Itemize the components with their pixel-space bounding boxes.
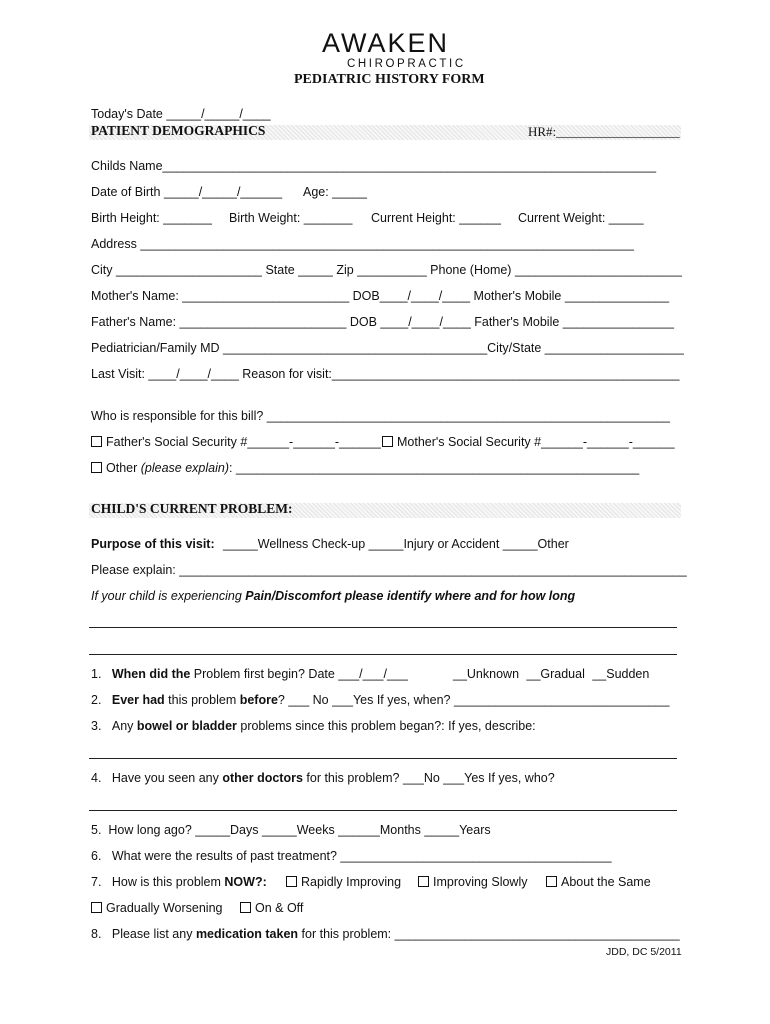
- todays-date-field[interactable]: Today's Date _____/_____/____: [91, 107, 271, 121]
- q7-number: 7.: [91, 875, 102, 889]
- q5-number: 5.: [91, 823, 102, 837]
- other-note: (please explain): [140, 461, 229, 475]
- q7-bold: NOW?:: [224, 875, 267, 889]
- mother-ss-label: Mother's Social Security #______-______-______: [397, 435, 675, 449]
- answer-line[interactable]: [89, 758, 677, 759]
- father-ss-option[interactable]: [91, 435, 381, 449]
- q7-pre: How is this problem: [111, 875, 225, 889]
- q7-option-label: On & Off: [255, 901, 304, 915]
- demographics-heading: PATIENT DEMOGRAPHICS: [91, 123, 266, 138]
- other-label: Other: [106, 461, 141, 475]
- q7-option-improving-slowly[interactable]: [418, 875, 527, 889]
- age-field[interactable]: Age: _____: [303, 185, 367, 199]
- please-explain-field[interactable]: Please explain: _________________________________________________________________________: [91, 563, 687, 577]
- q7-option-about-same[interactable]: [546, 875, 651, 889]
- purpose-options[interactable]: _____Wellness Check-up _____Injury or Accident _____Other: [223, 537, 569, 551]
- pain-bold: Pain/Discomfort please identify where and for how long: [245, 589, 576, 603]
- purpose-label: Purpose of this visit:: [91, 537, 215, 551]
- childs-name-field[interactable]: Childs Name_______________________________________________________________________: [91, 159, 657, 173]
- address-field[interactable]: Address _______________________________________________________________________: [91, 237, 634, 251]
- birth-weight-field[interactable]: Birth Weight: _______: [229, 211, 353, 225]
- purpose-row[interactable]: [91, 537, 215, 551]
- q2-bold2: before: [239, 693, 278, 707]
- q6-text: What were the results of past treatment? _______________________________________: [111, 849, 612, 863]
- q2-text: ? ___ No ___Yes If yes, when? _______________________________: [277, 693, 670, 707]
- question-2[interactable]: [91, 693, 669, 707]
- checkbox-icon[interactable]: [91, 902, 102, 913]
- answer-line[interactable]: [89, 810, 677, 811]
- hr-number-field[interactable]: HR#:___________________: [528, 124, 680, 139]
- birth-height-field[interactable]: Birth Height: _______: [91, 211, 212, 225]
- q8-pre: Please list any: [111, 927, 196, 941]
- q7-option-label: Rapidly Improving: [301, 875, 402, 889]
- father-info-field[interactable]: Father's Name: ________________________ DOB ____/____/____ Father's Mobile ________________: [91, 315, 675, 329]
- checkbox-icon[interactable]: [240, 902, 251, 913]
- father-ss-label: Father's Social Security #______-______-______: [106, 435, 381, 449]
- q1-number: 1.: [91, 667, 102, 681]
- last-visit-field[interactable]: Last Visit: ____/____/____ Reason for visit:__________________________________________________: [91, 367, 680, 381]
- pediatrician-field[interactable]: Pediatrician/Family MD ______________________________________City/State ____________________: [91, 341, 684, 355]
- q4-number: 4.: [91, 771, 102, 785]
- question-1[interactable]: [91, 667, 408, 681]
- problem-heading: CHILD'S CURRENT PROBLEM:: [91, 501, 293, 516]
- pain-prefix: If your child is experiencing: [91, 589, 246, 603]
- current-weight-field[interactable]: Current Weight: _____: [518, 211, 644, 225]
- q3-number: 3.: [91, 719, 102, 733]
- question-8[interactable]: [91, 927, 680, 941]
- form-title: PEDIATRIC HISTORY FORM: [294, 72, 485, 87]
- checkbox-icon[interactable]: [286, 876, 297, 887]
- q7-option-label: Improving Slowly: [433, 875, 528, 889]
- question-7: [91, 875, 267, 889]
- q4-pre: Have you seen any: [111, 771, 223, 785]
- q4-bold: other doctors: [222, 771, 303, 785]
- q2-bold: Ever had: [111, 693, 165, 707]
- question-3[interactable]: [91, 719, 536, 733]
- q5-text: How long ago? _____Days _____Weeks ______Months _____Years: [108, 823, 491, 837]
- checkbox-icon[interactable]: [418, 876, 429, 887]
- checkbox-icon[interactable]: [91, 462, 102, 473]
- q7-option-rapidly-improving[interactable]: [286, 875, 401, 889]
- q2-mid: this problem: [164, 693, 240, 707]
- pain-instruction: [91, 589, 575, 603]
- q8-text: for this problem: _________________________________________: [298, 927, 680, 941]
- q3-pre: Any: [111, 719, 137, 733]
- q6-number: 6.: [91, 849, 102, 863]
- checkbox-icon[interactable]: [382, 436, 393, 447]
- q7-option-gradually-worsening[interactable]: [91, 901, 223, 915]
- checkbox-icon[interactable]: [91, 436, 102, 447]
- q1-bold: When did the: [111, 667, 191, 681]
- logo-subtitle: CHIROPRACTIC: [347, 58, 466, 70]
- other-payer-option[interactable]: [91, 461, 639, 475]
- date-of-birth-field[interactable]: Date of Birth _____/_____/______: [91, 185, 283, 199]
- question-6[interactable]: [91, 849, 612, 863]
- q1-options[interactable]: __Unknown __Gradual __Sudden: [453, 667, 650, 681]
- q3-bold: bowel or bladder: [136, 719, 237, 733]
- q7-option-on-off[interactable]: [240, 901, 303, 915]
- responsible-party-field[interactable]: Who is responsible for this bill? __________________________________________________________: [91, 409, 670, 423]
- checkbox-icon[interactable]: [546, 876, 557, 887]
- form-code: JDD, DC 5/2011: [606, 946, 682, 958]
- q7-option-label: About the Same: [561, 875, 651, 889]
- q7-option-label: Gradually Worsening: [106, 901, 223, 915]
- q2-number: 2.: [91, 693, 102, 707]
- q3-text: problems since this problem began?: If yes, describe:: [236, 719, 536, 733]
- q1-text: Problem first begin? Date ___/___/___: [190, 667, 408, 681]
- other-line[interactable]: : __________________________________________________________: [229, 461, 640, 475]
- q4-text: for this problem? ___No ___Yes If yes, who?: [302, 771, 555, 785]
- mother-ss-option[interactable]: [382, 435, 675, 449]
- answer-line[interactable]: [89, 654, 677, 655]
- q8-number: 8.: [91, 927, 102, 941]
- q8-bold: medication taken: [195, 927, 299, 941]
- answer-line[interactable]: [89, 627, 677, 628]
- question-5[interactable]: [91, 823, 491, 837]
- city-state-zip-phone-field[interactable]: City _____________________ State _____ Zip __________ Phone (Home) ________________________: [91, 263, 682, 277]
- logo-wordmark: AWAKEN: [322, 28, 450, 58]
- current-height-field[interactable]: Current Height: ______: [371, 211, 501, 225]
- mother-info-field[interactable]: Mother's Name: ________________________ DOB____/____/____ Mother's Mobile _______________: [91, 289, 670, 303]
- question-4[interactable]: [91, 771, 555, 785]
